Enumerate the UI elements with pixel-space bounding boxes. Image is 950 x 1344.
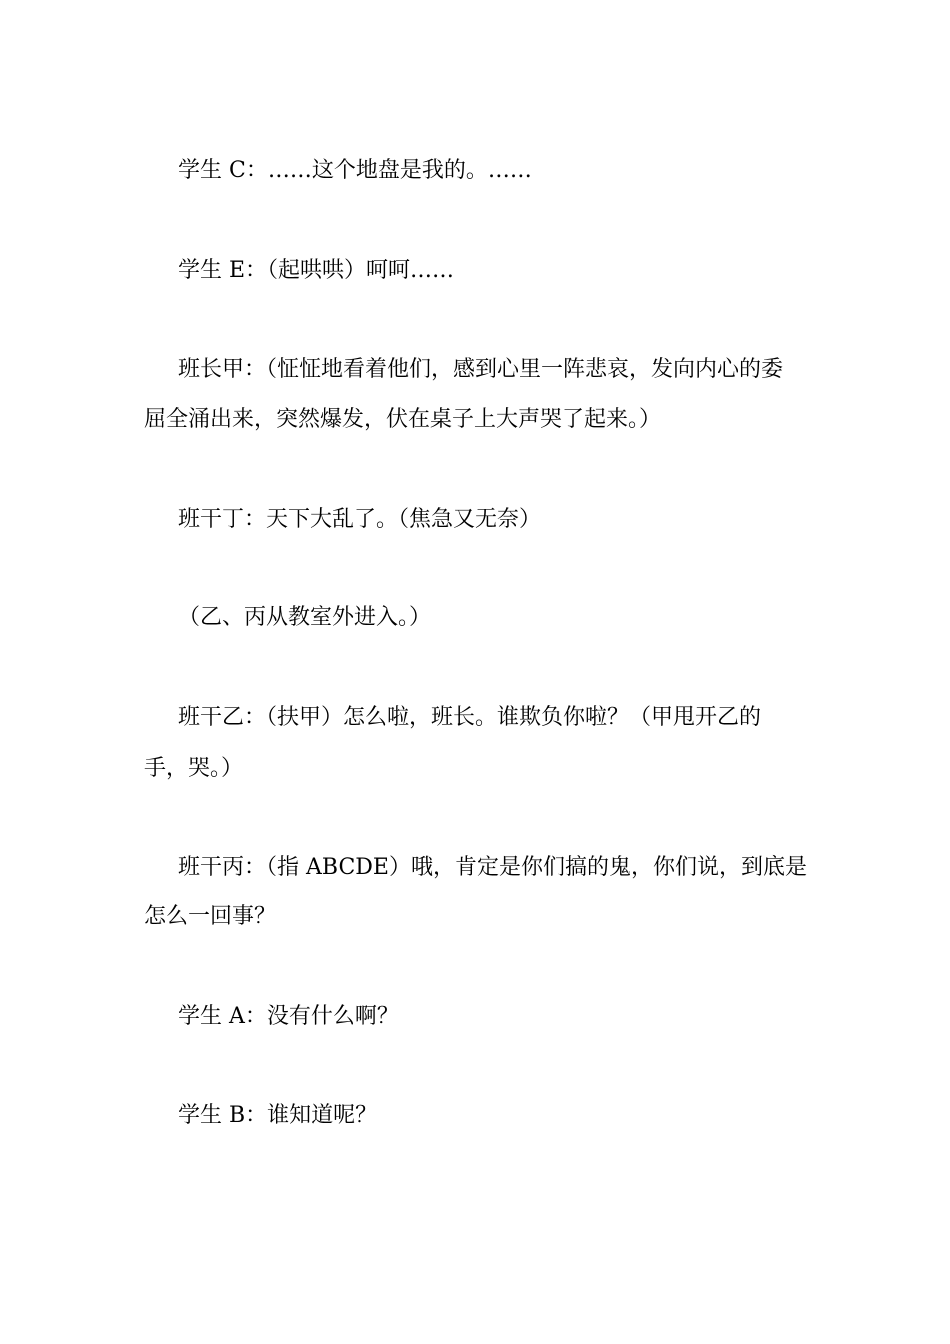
dialogue-line-cadre-yi-cont: 手，哭。） [144, 756, 244, 781]
dialogue-line-student-e: 学生 E：（起哄哄）呵呵…… [178, 258, 455, 283]
dialogue-line-monitor-jia: 班长甲：（怔怔地看着他们，感到心里一阵悲哀，发向内心的委 [178, 357, 784, 382]
dialogue-line-student-c: 学生 C：……这个地盘是我的。…… [178, 158, 532, 183]
dialogue-line-student-b: 学生 B：谁知道呢？ [178, 1103, 378, 1128]
dialogue-line-cadre-yi: 班干乙：（扶甲）怎么啦，班长。谁欺负你啦？（甲甩开乙的 [178, 705, 762, 730]
dialogue-line-cadre-ding: 班干丁：天下大乱了。（焦急又无奈） [178, 507, 542, 532]
dialogue-line-cadre-bing-cont: 怎么一回事？ [144, 904, 277, 929]
dialogue-line-student-a: 学生 A：没有什么啊？ [178, 1004, 399, 1029]
stage-direction-line: （乙、丙从教室外进入。） [178, 605, 432, 630]
dialogue-line-cadre-bing: 班干丙：（指 ABCDE）哦，肯定是你们搞的鬼，你们说，到底是 [178, 855, 807, 880]
dialogue-line-monitor-jia-cont: 屈全涌出来，突然爆发，伏在桌子上大声哭了起来。） [144, 407, 662, 432]
